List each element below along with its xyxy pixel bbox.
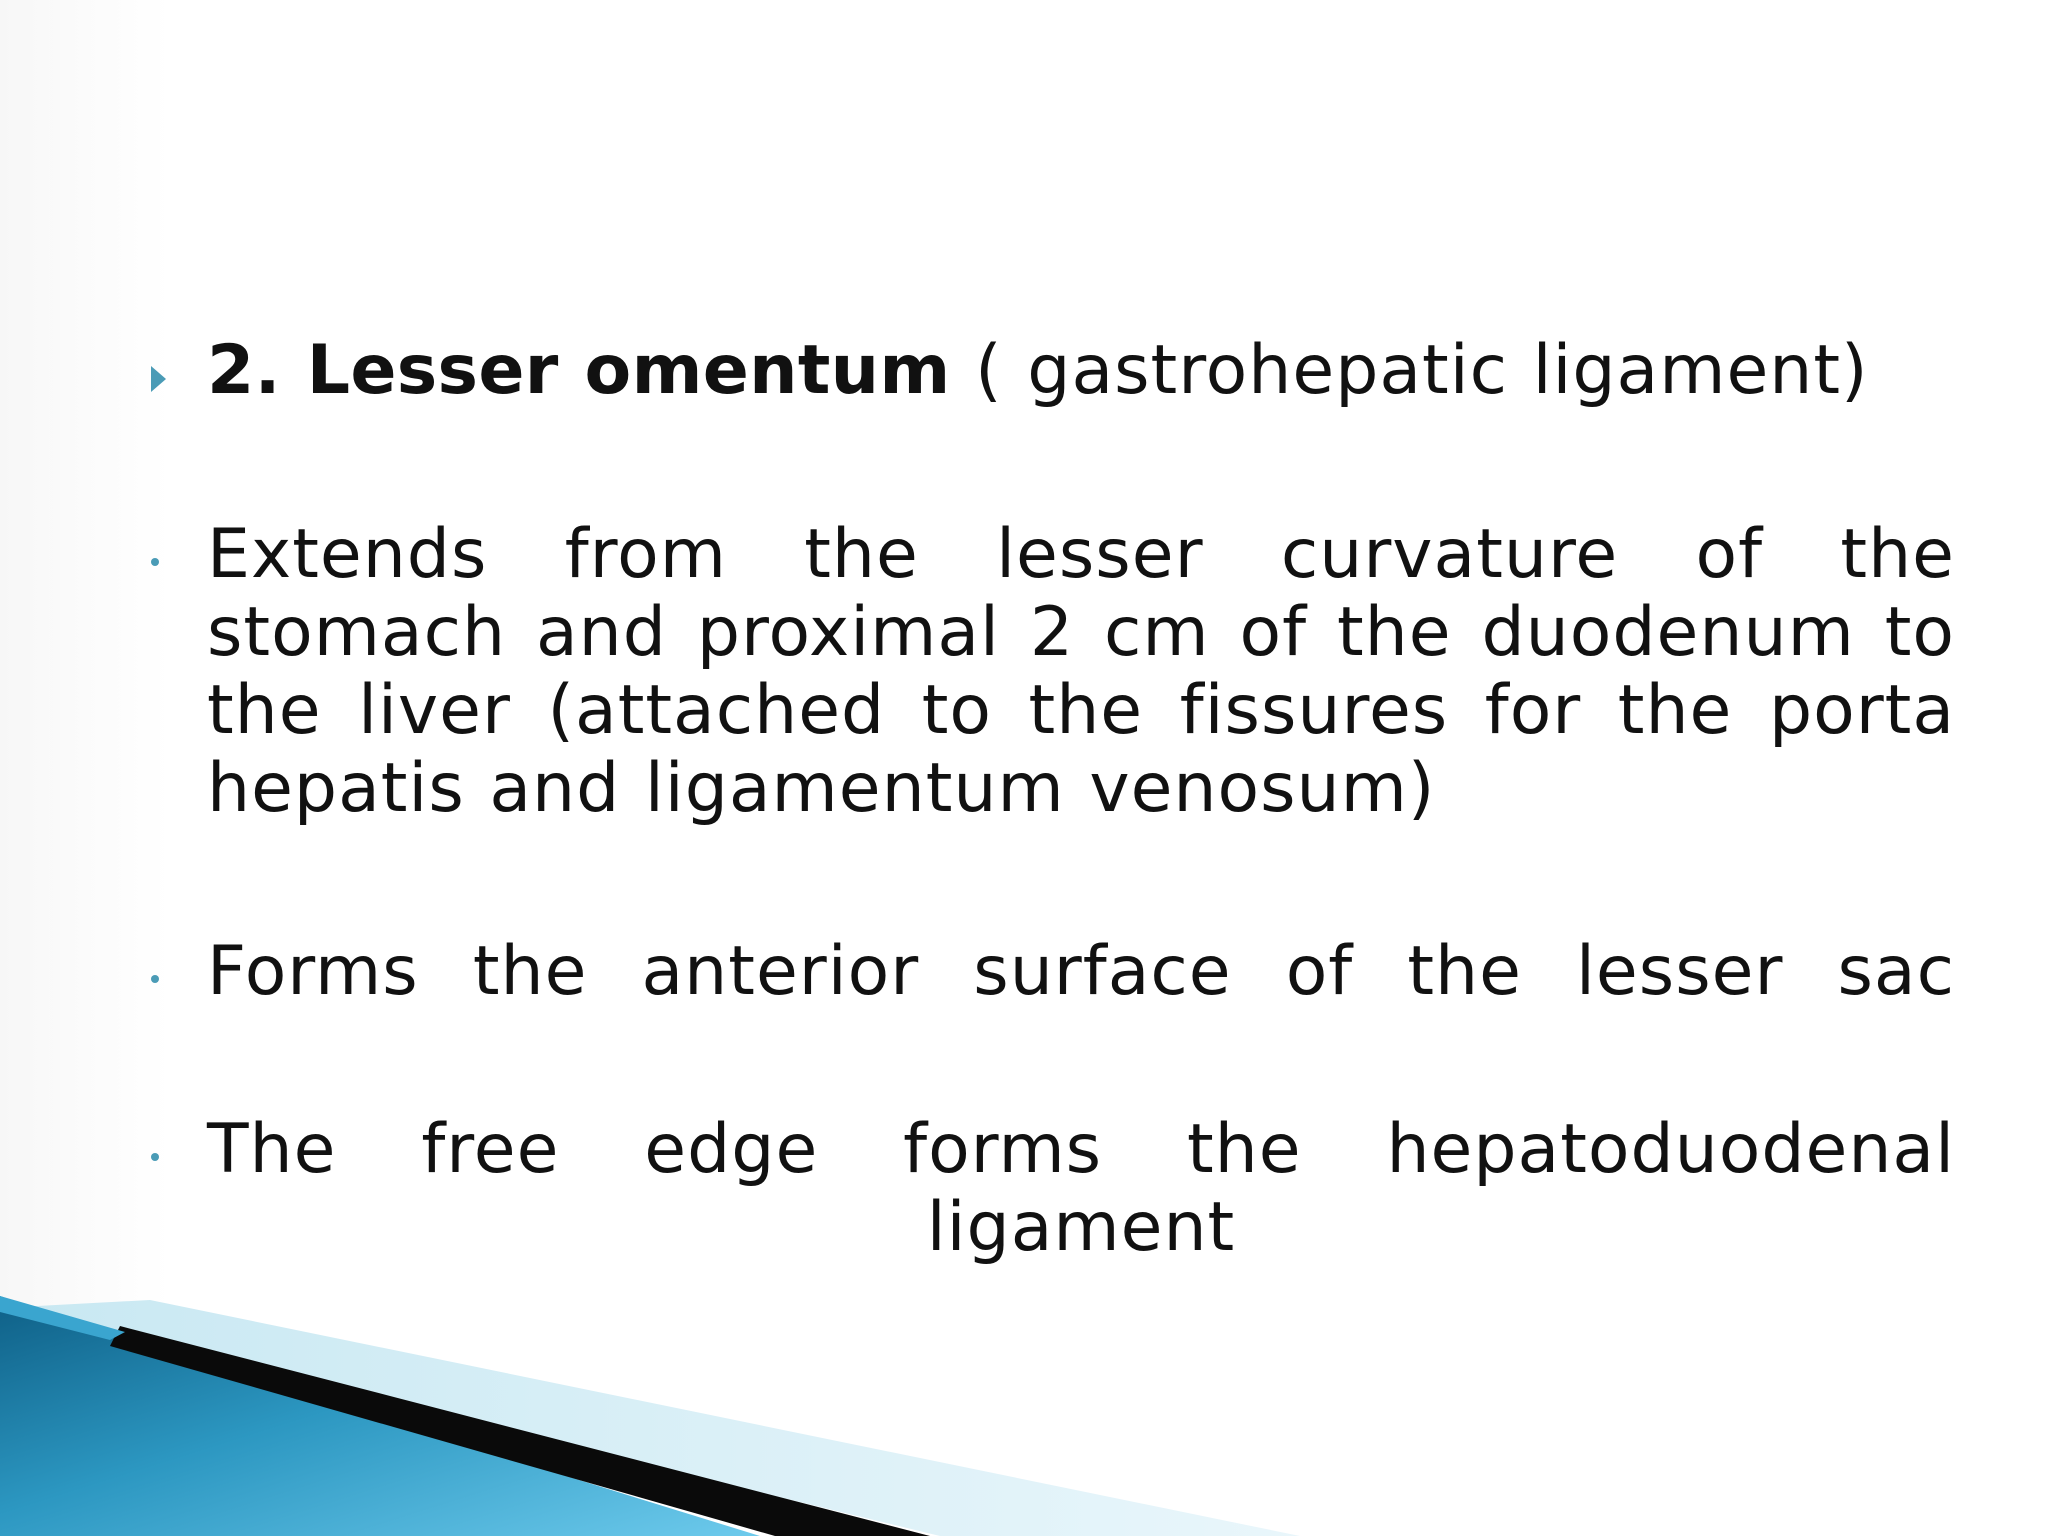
arrow-bullet-icon xyxy=(151,366,166,392)
dot-bullet-icon xyxy=(151,975,159,983)
bullet-text-line-1: The free edge forms the hepatoduodenal xyxy=(207,1110,1955,1189)
bullet-item xyxy=(145,516,1955,828)
bullet-text-line-2: ligament xyxy=(926,1188,1236,1267)
bullet-item xyxy=(145,933,1955,1011)
heading-normal-text: ( gastrohepatic ligament) xyxy=(950,331,1869,410)
dot-bullet-icon xyxy=(151,558,159,566)
dot-bullet-icon xyxy=(151,1153,159,1161)
heading-text xyxy=(207,330,1955,412)
slide-content xyxy=(145,330,1955,1267)
bullet-text: Forms the anterior surface of the lesser sac xyxy=(207,932,1955,1011)
heading-bullet xyxy=(145,330,1955,412)
bullet-item xyxy=(145,1111,1955,1267)
heading-bold-text: 2. Lesser omentum xyxy=(207,331,951,410)
bullet-text: Extends from the lesser curvature of the stomach and proximal 2 cm of the duodenum to the liver (attached to the fissures for the porta hepatis and ligamentum venosum) xyxy=(207,515,1955,828)
